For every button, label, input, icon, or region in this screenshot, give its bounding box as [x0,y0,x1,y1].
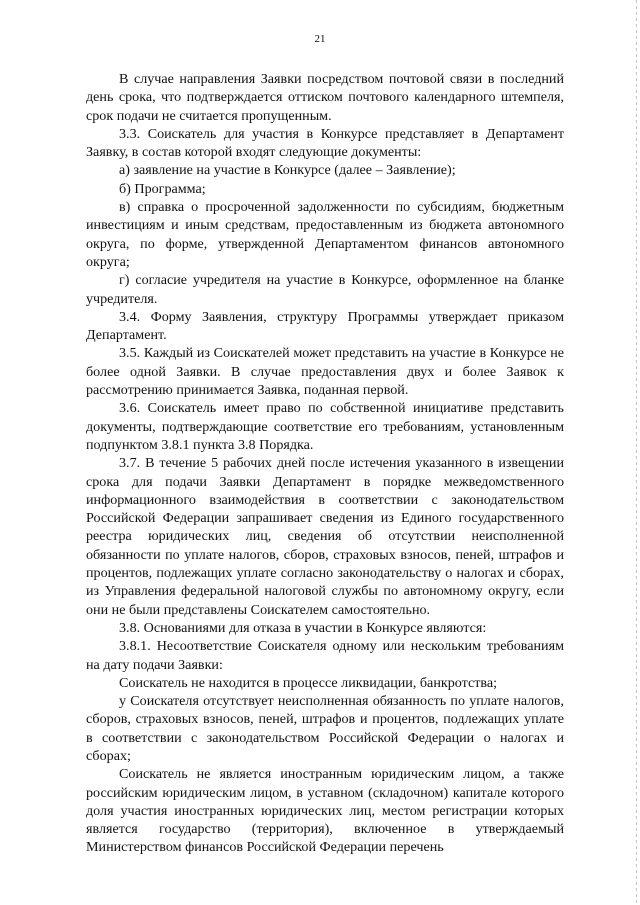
paragraph-3-7: 3.7. В течение 5 рабочих дней после истечения указанного в извещении срока для подачи Заявки Департамент в порядке межведомственного информационного взаимодействия в соответствии с законодательством Российской Федерации запрашивает сведения из Единого государственного реестра юридических лиц, сведения об отсутствии неисполненной обязанности по уплате налогов, сборов, страховых взносов, пеней, штрафов и процентов, подлежащих уплате согласно законодательству о налогах и сборах, из Управления федеральной налоговой службы по автономному округу, если они не были представлены Соискателем самостоятельно. [86,455,564,618]
list-item-g: г) согласие учредителя на участие в Конкурсе, оформленное на бланке учредителя. [86,272,564,307]
paragraph-3-8-1: 3.8.1. Несоответствие Соискателя одному или нескольким требованиям на дату подачи Заявки: [86,638,564,673]
paragraph-3-3: 3.3. Соискатель для участия в Конкурсе представляет в Департамент Заявку, в состав которой входят следующие документы: [86,125,564,161]
paragraph-3-6: 3.6. Соискатель имеет право по собственной инициативе представить документы, подтверждающие соответствие его требованиям, установленным подпунктом 3.8.1 пункта 3.8 Порядка. [86,400,564,453]
paragraph-postal-deadline: В случае направления Заявки посредством почтовой связи в последний день срока, что подтверждается оттиском почтового календарного штемпеля, срок подачи не считается пропущенным. [86,71,564,124]
paragraph-3-5: 3.5. Каждый из Соискателей может представить на участие в Конкурсе не более одной Заявки. В случае предоставления двух и более Заявок к рассмотрению принимается Заявка, поданная первой. [86,345,564,399]
list-item-v: в) справка о просроченной задолженности по субсидиям, бюджетным инвестициям и иным средствам, предоставленным из бюджета автономного округа, по форме, утвержденной Департаментом финансов автономного округа; [86,199,564,270]
list-item-a: а) заявление на участие в Конкурсе (далее – Заявление); [119,162,456,179]
requirement-foreign-entity: Соискатель не является иностранным юридическим лицом, а также российским юридическим лицом, в уставном (складочном) капитале которого доля участия иностранных юридических лиц, местом регистрации которых является государство (территория), включенное в утверждаемый Министерством финансов Российской Федерации перечень [86,766,564,856]
page-number: 21 [314,33,326,45]
list-item-b: б) Программа; [119,180,206,197]
scan-edge [636,0,637,905]
requirement-liquidation: Соискатель не находится в процессе ликвидации, банкротства; [119,674,497,691]
requirement-tax-debt: у Соискателя отсутствует неисполненная обязанность по уплате налогов, сборов, страховых взносов, пеней, штрафов и процентов, подлежащих уплате в соответствии с законодательством Российской Федерации о налогах и сборах; [86,693,564,764]
paragraph-3-4: 3.4. Форму Заявления, структуру Программы утверждает приказом Департамент. [86,308,564,344]
paragraph-3-8: 3.8. Основаниями для отказа в участии в Конкурсе являются: [119,619,487,636]
document-body [86,70,564,857]
